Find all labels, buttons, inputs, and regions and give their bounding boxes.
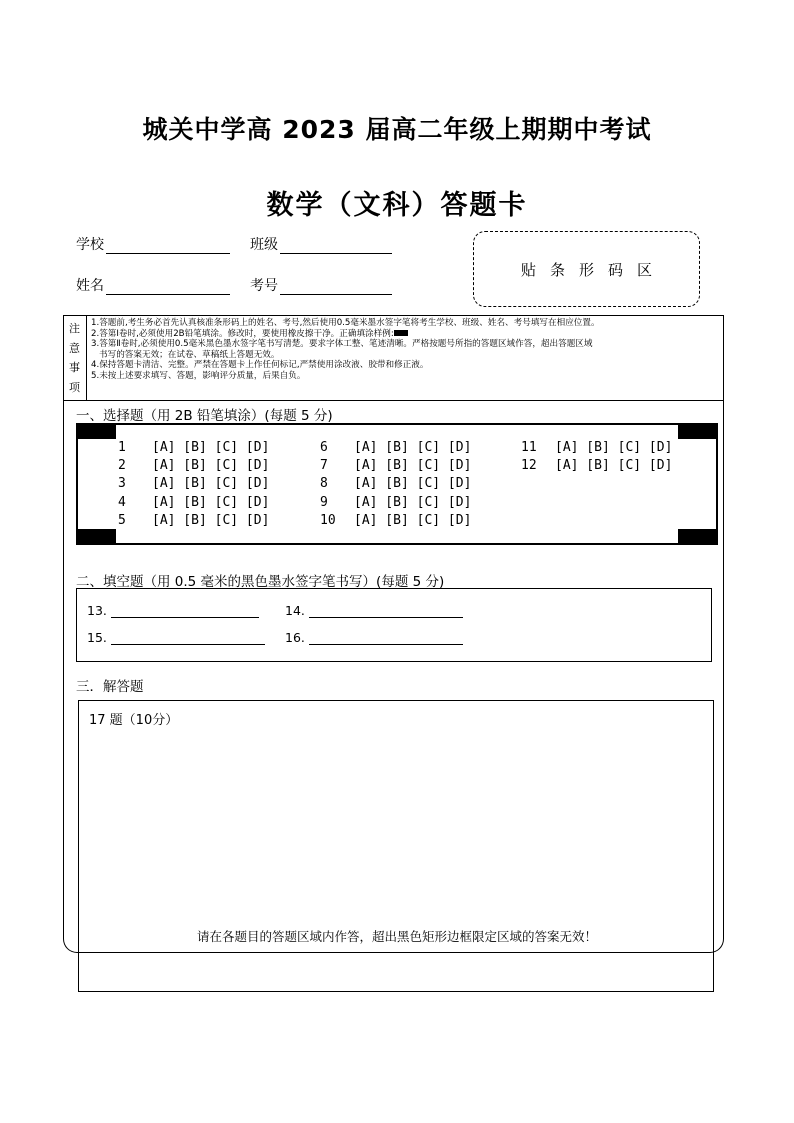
notice-panel xyxy=(63,315,724,401)
school-line xyxy=(106,238,230,254)
choice-options[interactable]: [A] [B] [C] [D] xyxy=(354,512,472,528)
choice-row[interactable] xyxy=(118,475,269,493)
choice-row[interactable] xyxy=(320,494,471,512)
question-number: 6 xyxy=(320,440,328,455)
fill-blank-label: 13. xyxy=(87,603,107,618)
choice-options[interactable]: [A] [B] [C] [D] xyxy=(152,512,270,528)
question-number: 2 xyxy=(118,458,126,474)
choice-row[interactable] xyxy=(521,457,672,475)
question-number: 5 xyxy=(118,512,126,528)
notice-heading xyxy=(63,315,87,400)
boundary-warning: 请在各题目的答题区域内作答，超出黑色矩形边框限定区域的答案无效！ xyxy=(196,929,597,944)
fill-blank-label: 15. xyxy=(87,630,107,645)
notice-body xyxy=(87,315,604,400)
fill-blank-line xyxy=(111,631,265,645)
fill-blank-15[interactable] xyxy=(87,630,265,645)
notice-item: 1.答题前,考生务必首先认真核准条形码上的姓名、考号,然后使用0.5毫米墨水签字笔将考生学校、班级、姓名、考号填写在相应位置。 xyxy=(91,318,600,328)
question-number: 1 xyxy=(118,440,126,455)
corner-mark xyxy=(678,529,716,543)
choice-row[interactable] xyxy=(118,494,269,512)
choice-options[interactable]: [A] [B] [C] [D] xyxy=(555,458,673,474)
question-number: 10 xyxy=(320,512,336,528)
exam-number-label: 考号 xyxy=(250,278,278,294)
choice-row[interactable] xyxy=(118,457,269,475)
fill-blank-14[interactable] xyxy=(285,603,463,618)
corner-mark xyxy=(78,529,116,543)
question-number: 9 xyxy=(320,494,328,510)
choice-row[interactable] xyxy=(320,475,471,493)
fill-blank-label: 14. xyxy=(285,603,305,618)
notice-heading-char: 意 xyxy=(69,341,80,355)
exam-title: 城关中学高 2023 届高二年级上期期中考试 xyxy=(142,115,652,144)
question-number: 11 xyxy=(521,440,537,455)
class-label: 班级 xyxy=(250,237,278,253)
question-number: 4 xyxy=(118,494,126,510)
notice-item: 5.未按上述要求填写、答题，影响评分质量，后果自负。 xyxy=(91,370,306,381)
exam-number-field[interactable] xyxy=(250,275,392,295)
answer-sheet-title: 数学（文科）答题卡 xyxy=(266,190,528,221)
fill-sample-mark xyxy=(394,330,408,336)
school-field[interactable] xyxy=(76,234,230,254)
question-17-label: 17 题（10分） xyxy=(89,713,179,728)
choice-options[interactable]: [A] [B] [C] [D] xyxy=(555,440,673,455)
fill-blank-13[interactable] xyxy=(87,603,259,618)
name-field[interactable] xyxy=(76,275,230,295)
notice-heading-char: 事 xyxy=(69,361,80,375)
choice-answer-box xyxy=(76,423,718,545)
choice-row[interactable] xyxy=(320,512,471,530)
notice-heading-char: 注 xyxy=(69,321,80,335)
fill-section-title: 二、填空题（用 0.5 毫米的黑色墨水签字笔书写）(每题 5 分) xyxy=(76,574,445,590)
barcode-area xyxy=(473,231,700,307)
fill-blank-line xyxy=(309,631,463,645)
question-number: 3 xyxy=(118,476,126,492)
choice-row[interactable] xyxy=(118,512,269,530)
choice-row[interactable] xyxy=(320,439,471,457)
school-label: 学校 xyxy=(76,237,104,253)
choice-options[interactable]: [A] [B] [C] [D] xyxy=(354,494,472,510)
fill-blank-label: 16. xyxy=(285,630,305,645)
notice-item xyxy=(91,329,600,340)
name-label: 姓名 xyxy=(76,278,104,294)
barcode-label: 贴条形码区 xyxy=(520,260,666,279)
choice-options[interactable]: [A] [B] [C] [D] xyxy=(152,494,270,510)
notice-item: 4.保持答题卡清洁、完整。严禁在答题卡上作任何标记,严禁使用涂改液、胶带和修正液。 xyxy=(91,360,429,371)
fill-answer-box xyxy=(76,588,712,662)
choice-column-2 xyxy=(320,439,471,530)
choice-options[interactable]: [A] [B] [C] [D] xyxy=(152,476,270,492)
class-field[interactable] xyxy=(250,234,392,254)
fill-blank-line xyxy=(309,604,463,618)
choice-section-title: 一、选择题（用 2B 铅笔填涂）(每题 5 分) xyxy=(76,408,333,424)
corner-mark xyxy=(78,425,116,439)
choice-options[interactable]: [A] [B] [C] [D] xyxy=(354,440,472,455)
class-line xyxy=(280,238,392,254)
corner-mark xyxy=(678,425,716,439)
choice-options[interactable]: [A] [B] [C] [D] xyxy=(354,458,472,474)
name-line xyxy=(106,279,230,295)
question-number: 12 xyxy=(521,458,537,474)
question-number: 8 xyxy=(320,476,328,492)
notice-item-text: 2.答第Ⅰ卷时,必须使用2B铅笔填涂。修改时，要使用橡皮擦干净。正确填涂样例: xyxy=(91,328,394,339)
question-17-answer-box[interactable] xyxy=(78,700,714,992)
choice-column-3 xyxy=(521,439,672,475)
fill-blank-16[interactable] xyxy=(285,630,463,645)
choice-row[interactable] xyxy=(118,439,269,457)
exam-number-line xyxy=(280,279,392,295)
answer-section-title: 三．解答题 xyxy=(76,679,144,695)
choice-row[interactable] xyxy=(521,439,672,457)
notice-item: 3.答第Ⅱ卷时,必须使用0.5毫米黑色墨水签字笔书写清楚。要求字体工整、笔迹清晰。严格按题号所指的答题区域作答，超出答题区域 xyxy=(91,339,593,350)
fill-blank-line xyxy=(111,604,259,618)
choice-options[interactable]: [A] [B] [C] [D] xyxy=(152,440,270,455)
notice-heading-char: 项 xyxy=(69,381,80,395)
choice-column-1 xyxy=(118,439,269,530)
choice-options[interactable]: [A] [B] [C] [D] xyxy=(152,458,270,474)
choice-options[interactable]: [A] [B] [C] [D] xyxy=(354,476,472,492)
choice-row[interactable] xyxy=(320,457,471,475)
question-number: 7 xyxy=(320,458,328,474)
notice-item: 书写的答案无效；在试卷、草稿纸上答题无效。 xyxy=(99,349,280,360)
